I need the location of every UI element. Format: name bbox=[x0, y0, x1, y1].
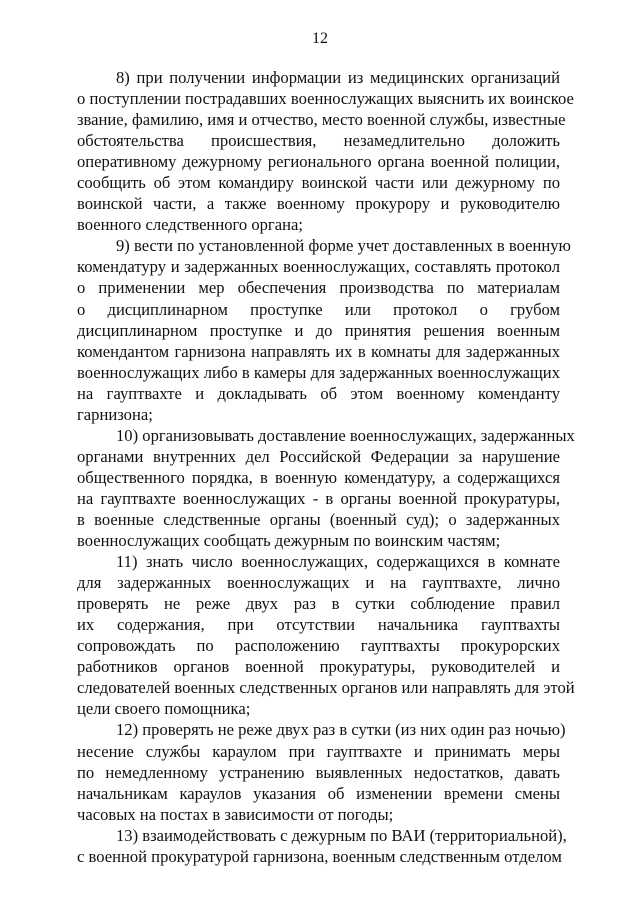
text-line: с военной прокуратурой гарнизона, военным следственным отделом bbox=[77, 846, 562, 866]
text-line: о поступлении пострадавших военнослужащих выяснить их воинское bbox=[77, 89, 574, 109]
text-line: работников органов военной прокуратуры, руководителей и bbox=[77, 657, 560, 677]
text-line: 11) знать число военнослужащих, содержащихся в комнате bbox=[116, 552, 560, 572]
text-line: дисциплинарном проступке и до принятия решения военным bbox=[77, 320, 560, 340]
text-line: военного следственного органа; bbox=[77, 215, 303, 235]
text-line: комендатуру и задержанных военнослужащих, составлять протокол bbox=[77, 257, 560, 277]
text-line: обстоятельства происшествия, незамедлительно доложить bbox=[77, 131, 560, 151]
text-line: звание, фамилию, имя и отчество, место военной службы, известные bbox=[77, 110, 566, 130]
text-line: часовых на постах в зависимости от погоды; bbox=[77, 804, 394, 824]
text-line: на гауптвахте военнослужащих - в органы военной прокуратуры, bbox=[77, 488, 560, 508]
text-line: для задержанных военнослужащих и на гауптвахте, лично bbox=[77, 573, 560, 593]
text-line: воинской части, а также военному прокурору и руководителю bbox=[77, 194, 560, 214]
text-line: их содержания, при отсутствии начальника гауптвахты bbox=[77, 615, 560, 635]
paragraph bbox=[77, 67, 574, 235]
text-line: органами внутренних дел Российской Федерации за нарушение bbox=[77, 446, 560, 466]
text-line: следователей военных следственных органов или направлять для этой bbox=[77, 678, 575, 698]
paragraph bbox=[77, 719, 566, 824]
text-line: цели своего помощника; bbox=[77, 699, 251, 719]
text-line: сопровождать по расположению гауптвахты прокурорских bbox=[77, 636, 560, 656]
text-line: 12) проверять не реже двух раз в сутки (из них один раз ночью) bbox=[116, 720, 566, 740]
document-body bbox=[77, 67, 575, 867]
page-number: 12 bbox=[312, 30, 328, 47]
text-line: оперативному дежурному регионального органа военной полиции, bbox=[77, 152, 560, 172]
text-line: военнослужащих сообщать дежурным по воинским частям; bbox=[77, 531, 501, 551]
paragraph bbox=[77, 551, 575, 719]
paragraph bbox=[77, 235, 571, 424]
text-line: в военные следственные органы (военный суд); о задержанных bbox=[77, 509, 560, 529]
text-line: о дисциплинарном проступке или протокол о грубом bbox=[77, 299, 560, 319]
text-line: 10) организовывать доставление военнослужащих, задержанных bbox=[116, 425, 575, 445]
text-line: на гауптвахте и докладывать об этом военному коменданту bbox=[77, 383, 560, 403]
text-line: общественного порядка, в военную комендатуру, а содержащихся bbox=[77, 467, 560, 487]
text-line: о применении мер обеспечения производства по материалам bbox=[77, 278, 560, 298]
text-line: сообщить об этом командиру воинской части или дежурному по bbox=[77, 173, 560, 193]
text-line: по немедленному устранению выявленных недостатков, давать bbox=[77, 762, 560, 782]
text-line: 13) взаимодействовать с дежурным по ВАИ (территориальной), bbox=[116, 825, 567, 845]
text-line: гарнизона; bbox=[77, 404, 153, 424]
text-line: несение службы караулом при гауптвахте и принимать меры bbox=[77, 741, 560, 761]
paragraph bbox=[77, 425, 575, 551]
text-line: комендантом гарнизона направлять их в комнаты для задержанных bbox=[77, 341, 560, 361]
text-line: 8) при получении информации из медицинских организаций bbox=[116, 68, 560, 87]
text-line: начальникам караулов указания об изменении времени смены bbox=[77, 783, 560, 803]
text-line: проверять не реже двух раз в сутки соблюдение правил bbox=[77, 594, 560, 614]
paragraph bbox=[77, 825, 567, 867]
text-line: военнослужащих либо в камеры для задержанных военнослужащих bbox=[77, 362, 560, 382]
text-line: 9) вести по установленной форме учет доставленных в военную bbox=[116, 236, 571, 256]
